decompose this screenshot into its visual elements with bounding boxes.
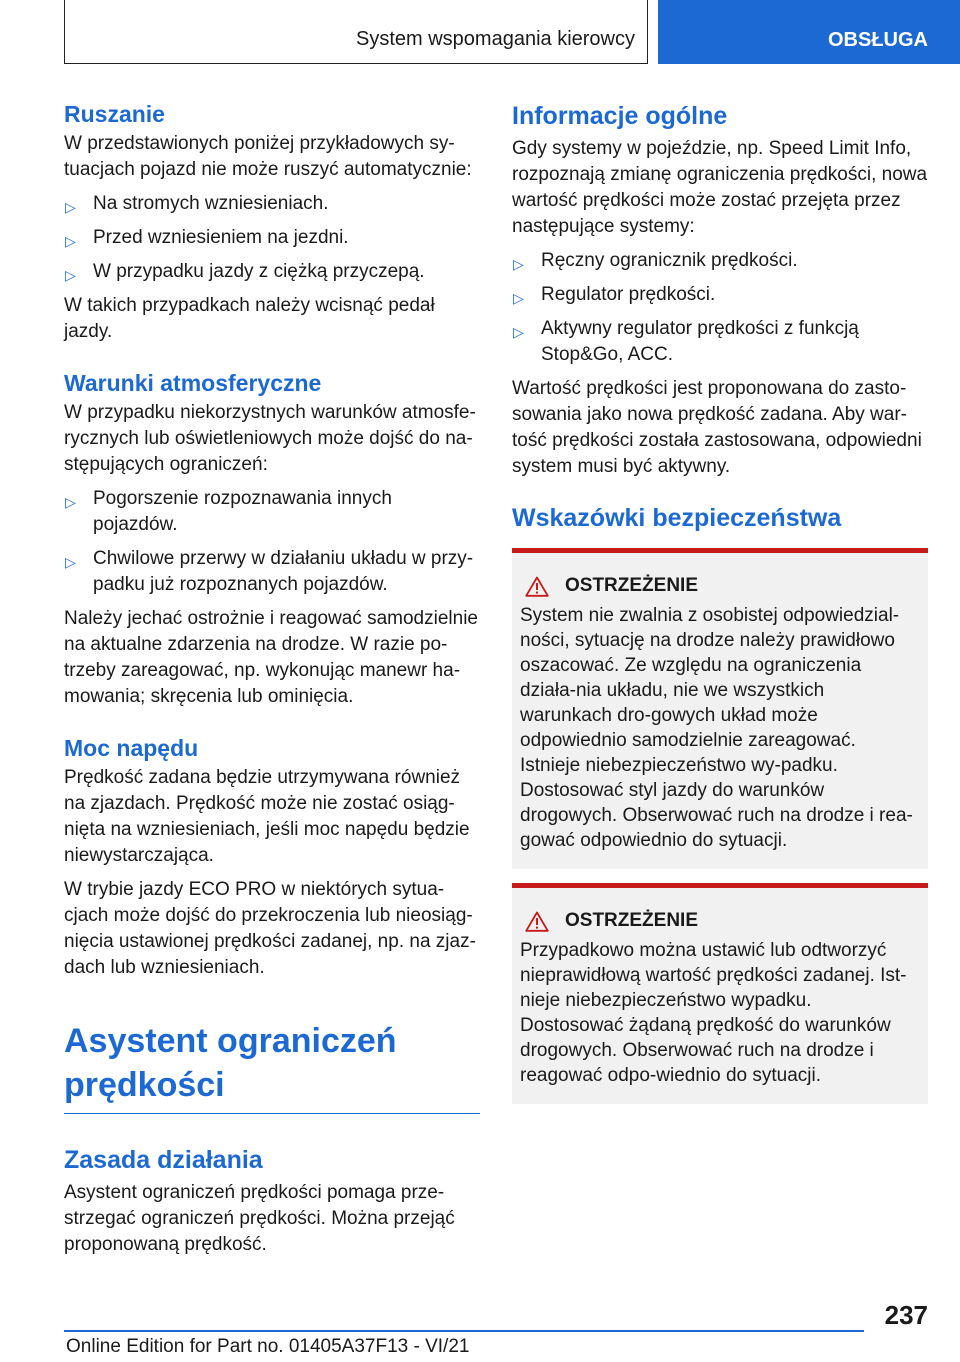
heading-zasada: Zasada działania [64,1146,263,1174]
paragraph: Prędkość zadana będzie utrzymywana również na zjazdach. Prędkość może nie zostać osiąg-nięta na wzniesieniach, jeśli moc napędu będzie niewystarczająca. [64,767,470,866]
section-wskazowki [512,502,928,1104]
paragraph: Gdy systemy w pojeździe, np. Speed Limit Info, rozpoznają zmianę ograniczenia prędkości, nowa wartość prędkości może zostać przejęta przez następujące systemy: [512,138,928,237]
warning-title: OSTRZEŻENIE [565,575,699,596]
warning-text: System nie zwalnia z osobistej odpowiedzial-ności, sytuację na drodze należy prawidłowo oszacować. Ze względu na ograniczenia działa-nia układu, nie we wszystkich warunkach dro-gowych układ może odpowiednio samodzielnie zareagować. Istnieje niebezpieczeństwo wy-padku. Dostosować styl jazdy do warunków drogowych. Obserwować ruch na drodze i rea-gować odpowiednio do sytuacji. [520,605,913,851]
warning-text: Przypadkowo można ustawić lub odtworzyć nieprawidłową wartość prędkości zadanej. Ist-nieje niebezpieczeństwo wypadku. Dostosować żądaną prędkość do warunków drogowych. Obserwować ruch na drodze i reagować odpo-wiednio do sytuacji. [520,940,907,1086]
bullet-triangle-icon: ▷ [65,267,76,283]
left-column [64,100,480,1266]
bullet-list [512,248,928,368]
warning-box [512,883,928,1104]
paragraph: W przedstawionych poniżej przykładowych sy-tuacjach pojazd nie może ruszyć automatycznie: [64,133,472,180]
bullet-triangle-icon: ▷ [513,290,524,306]
bullet-triangle-icon: ▷ [65,494,76,510]
paragraph: W takich przypadkach należy wcisnąć pedał jazdy. [64,295,435,342]
list-item: ▷ Przed wzniesieniem na jezdni. [64,225,480,251]
list-item: ▷ Ręczny ogranicznik prędkości. [512,248,928,274]
section-informacje [512,100,928,480]
warning-triangle-icon [525,911,549,932]
list-item: ▷ Regulator prędkości. [512,282,928,308]
section-ruszanie [64,100,480,345]
bullet-triangle-icon: ▷ [65,554,76,570]
bullet-triangle-icon: ▷ [65,233,76,249]
bullet-list [64,191,480,285]
list-item: ▷ Aktywny regulator prędkości z funkcją Stop&Go, ACC. [513,318,859,365]
footer-edition: Online Edition for Part no. 01405A37F13 - VI/21 [66,1336,470,1357]
warning-triangle-icon [525,576,549,597]
list-item: ▷ Na stromych wzniesieniach. [64,191,480,217]
header-chapter-tab: OBSŁUGA [658,0,960,64]
chapter-heading-asystent: Asystent ograniczeń prędkości [64,1019,480,1114]
heading-wskazowki: Wskazówki bezpieczeństwa [512,504,842,532]
heading-warunki: Warunki atmosferyczne [64,370,322,396]
right-column [512,100,928,1116]
paragraph: W trybie jazdy ECO PRO w niektórych sytua-cjach może dojść do przekroczenia lub nieosiąg-nięcia ustawionej prędkości zadanej, np. na zjaz-dach lub wzniesieniach. [64,879,476,978]
bullet-triangle-icon: ▷ [513,324,524,340]
warning-title: OSTRZEŻENIE [565,910,699,931]
heading-informacje: Informacje ogólne [512,102,728,130]
section-warunki [64,369,480,710]
paragraph: Asystent ograniczeń prędkości pomaga prze-strzegać ograniczeń prędkości. Można przejąć proponowaną prędkość. [64,1182,455,1255]
bullet-triangle-icon: ▷ [513,256,524,272]
list-item: ▷ W przypadku jazdy z ciężką przyczepą. [64,259,480,285]
heading-moc: Moc napędu [64,735,199,761]
paragraph: Należy jechać ostrożnie i reagować samodzielnie na aktualne zdarzenia na drodze. W razie po-trzeby zareagować, np. wykonując manewr ha-mowania; skręcenia lub ominięcia. [64,608,478,707]
list-item: ▷ Pogorszenie rozpoznawania innych pojazdów. [65,488,392,535]
warning-box [512,548,928,869]
list-item: ▷ Chwilowe przerwy w działaniu układu w przy-padku już rozpoznanych pojazdów. [65,548,474,595]
paragraph: Wartość prędkości jest proponowana do zasto-sowania jako nowa prędkość zadana. Aby war-tość prędkości została zastosowana, odpowiedni system musi być aktywny. [512,378,922,477]
bullet-triangle-icon: ▷ [65,199,76,215]
page-number: 237 [884,1300,928,1330]
footer-divider [64,1330,864,1332]
heading-ruszanie: Ruszanie [64,101,165,127]
header-section-title: System wspomagania kierowcy [356,28,635,50]
bullet-list [64,486,480,598]
header-frame [64,0,648,64]
paragraph: W przypadku niekorzystnych warunków atmosfe-rycznych lub oświetleniowych może dojść do na-stępujących ograniczeń: [64,402,476,475]
section-moc [64,734,480,981]
section-zasada [64,1144,480,1258]
